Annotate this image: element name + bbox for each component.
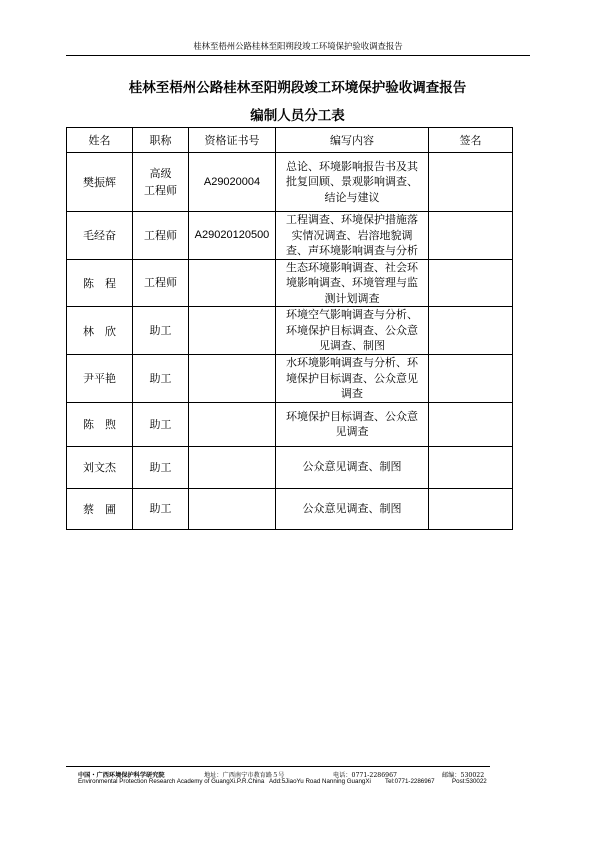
cell-cert	[189, 355, 276, 403]
cell-title-line: 高级	[149, 167, 172, 180]
document-subtitle: 编制人员分工表	[250, 108, 345, 124]
cell-cert	[189, 307, 276, 355]
header-signature: 签名	[429, 128, 513, 153]
cell-content-line: 环境保护目标调查、公众意	[286, 323, 418, 337]
cell-cert	[189, 259, 276, 307]
header-content: 编写内容	[276, 128, 429, 153]
cell-content-line: 总论、环境影响报告书及其	[286, 159, 418, 173]
cell-signature	[429, 446, 513, 488]
cell-name: 林 欣	[67, 307, 133, 355]
cell-content-line: 见调查、制图	[319, 339, 385, 353]
table-row	[67, 488, 513, 529]
cell-name: 刘文杰	[67, 446, 133, 488]
footer-address-cn: 地址：广西南宁市教育路５号	[204, 772, 285, 779]
cell-title	[133, 402, 189, 446]
cell-content	[276, 212, 429, 260]
running-header: 桂林至梧州公路桂林至阳朔段竣工环境保护验收调查报告	[193, 41, 403, 51]
cell-content	[276, 259, 429, 307]
cell-content-line: 测计划调查	[324, 291, 380, 305]
cell-signature	[429, 307, 513, 355]
cell-title-line: 助工	[149, 502, 172, 515]
cell-signature	[429, 488, 513, 529]
cell-content-line: 见调查	[335, 425, 369, 438]
cell-signature	[429, 402, 513, 446]
table-row	[67, 307, 513, 355]
cell-title	[133, 212, 189, 260]
cell-content	[276, 402, 429, 446]
cell-title	[133, 355, 189, 403]
table-body	[67, 153, 513, 530]
footer-org-en: Environmental Protection Research Academy of GuangXi.P.R.China	[78, 778, 265, 785]
cell-content-line: 批复回顾、景观影响调查、	[286, 175, 418, 189]
cell-name: 陈 程	[67, 259, 133, 307]
cell-content-line: 生态环境影响调查、社会环	[286, 260, 418, 274]
cell-title	[133, 153, 189, 212]
footer-post-cn: 邮编：530022	[442, 772, 485, 779]
cell-content	[276, 355, 429, 403]
cell-cert	[189, 488, 276, 529]
table-row	[67, 402, 513, 446]
cell-signature	[429, 355, 513, 403]
document-title: 桂林至梧州公路桂林至阳朔段竣工环境保护验收调查报告	[128, 80, 467, 96]
cell-content-line: 环境保护目标调查、公众意	[286, 409, 418, 423]
cell-title	[133, 259, 189, 307]
cell-signature	[429, 259, 513, 307]
cell-content-line: 查、声环境影响调查与分析	[286, 244, 418, 257]
cell-cert: A29020120500	[189, 212, 276, 260]
cell-name: 尹平艳	[67, 355, 133, 403]
cell-title	[133, 446, 189, 488]
staff-table	[66, 127, 513, 530]
cell-content-line: 环境空气影响调查与分析、	[286, 308, 418, 322]
table-row	[67, 212, 513, 260]
cell-content	[276, 446, 429, 488]
cell-content-line: 境保护目标调查、公众意见	[286, 371, 418, 385]
footer-tel-en: Tel:0771-2286967	[385, 778, 435, 785]
cell-cert	[189, 402, 276, 446]
cell-title-line: 工程师	[144, 184, 177, 197]
table-header-row	[67, 128, 513, 153]
cell-content	[276, 153, 429, 212]
cell-name: 毛经奋	[67, 212, 133, 260]
cell-signature	[429, 212, 513, 260]
cell-title	[133, 488, 189, 529]
table-row	[67, 446, 513, 488]
table-row	[67, 259, 513, 307]
cell-content	[276, 488, 429, 529]
cell-content	[276, 307, 429, 355]
cell-title-line: 助工	[149, 371, 172, 385]
cell-content-line: 水环境影响调查与分析、环	[286, 356, 418, 369]
cell-content-line: 结论与建议	[324, 190, 380, 204]
footer-post-en: Post:530022	[452, 778, 487, 785]
cell-title-line: 助工	[149, 417, 172, 431]
cell-title-line: 助工	[149, 324, 172, 337]
cell-content-line: 境影响调查、环境管理与监	[286, 276, 418, 289]
cell-name: 蔡 圃	[67, 488, 133, 529]
header-cert: 资格证书号	[189, 128, 276, 153]
cell-content-line: 实情况调查、岩溶地貌调	[291, 228, 413, 242]
cell-name: 陈 煦	[67, 402, 133, 446]
footer-address-en: Add:5JiaoYu Road Nanning GuangXi	[269, 778, 371, 785]
cell-title-line: 工程师	[144, 276, 177, 290]
header-rule	[66, 55, 530, 56]
header-title: 职称	[133, 128, 189, 153]
cell-cert: A29020004	[189, 153, 276, 212]
footer-tel-cn: 电话：0771-2286967	[333, 772, 397, 779]
cell-title-line: 助工	[149, 460, 172, 474]
cell-content-line: 工程调查、环境保护措施落	[286, 213, 418, 226]
cell-name: 樊振辉	[67, 153, 133, 212]
cell-content-line: 调查	[341, 387, 363, 400]
cell-cert	[189, 446, 276, 488]
cell-title	[133, 307, 189, 355]
footer-rule	[66, 766, 490, 767]
header-name: 姓名	[67, 128, 133, 153]
cell-title-line: 工程师	[144, 228, 177, 242]
cell-content-line: 公众意见调查、制图	[302, 501, 402, 515]
table-row	[67, 153, 513, 212]
table-row	[67, 355, 513, 403]
cell-signature	[429, 153, 513, 212]
footer-org-cn: 中国・广西环境保护科学研究院	[78, 772, 165, 779]
cell-content-line: 公众意见调查、制图	[302, 460, 402, 474]
